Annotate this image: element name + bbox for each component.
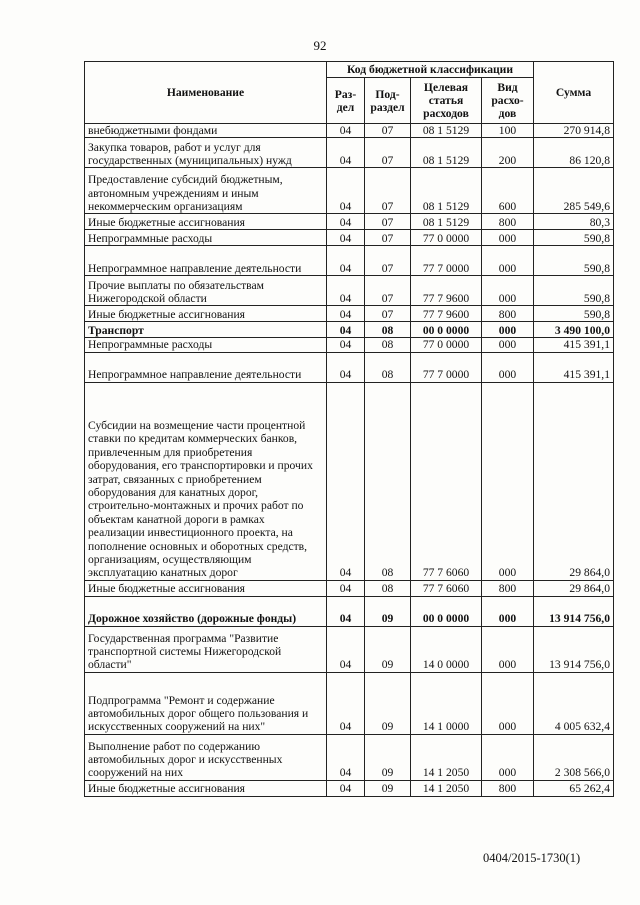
header-podrazdel: Под- раздел [365, 78, 411, 124]
row-target-article: 00 0 0000 [411, 596, 482, 626]
row-podrazdel: 09 [365, 672, 411, 734]
row-podrazdel: 08 [365, 352, 411, 382]
row-razdel: 04 [327, 580, 365, 596]
table-row [85, 276, 614, 306]
table-row [85, 214, 614, 230]
row-podrazdel: 08 [365, 580, 411, 596]
row-razdel: 04 [327, 352, 365, 382]
row-target-article: 08 1 5129 [411, 168, 482, 214]
row-expense-type: 600 [482, 168, 534, 214]
row-target-article: 14 0 0000 [411, 626, 482, 672]
row-name: Иные бюджетные ассигнования [85, 214, 327, 230]
row-expense-type: 000 [482, 672, 534, 734]
row-target-article: 14 1 2050 [411, 780, 482, 796]
row-target-article: 77 7 6060 [411, 382, 482, 580]
row-expense-type: 800 [482, 780, 534, 796]
row-name: Иные бюджетные ассигнования [85, 580, 327, 596]
row-expense-type: 100 [482, 124, 534, 138]
row-podrazdel: 07 [365, 306, 411, 322]
row-expense-type: 000 [482, 338, 534, 352]
row-sum: 86 120,8 [534, 138, 614, 168]
row-expense-type: 200 [482, 138, 534, 168]
row-sum: 4 005 632,4 [534, 672, 614, 734]
row-target-article: 14 1 0000 [411, 672, 482, 734]
row-target-article: 77 7 0000 [411, 352, 482, 382]
row-name: Предоставление субсидий бюджетным, автономным учреждениям и иным некоммерческим организациям [85, 168, 327, 214]
row-podrazdel: 09 [365, 780, 411, 796]
table-row [85, 322, 614, 338]
row-sum: 65 262,4 [534, 780, 614, 796]
row-sum: 270 914,8 [534, 124, 614, 138]
row-expense-type: 000 [482, 626, 534, 672]
row-expense-type: 000 [482, 230, 534, 246]
table-row [85, 734, 614, 780]
row-expense-type: 000 [482, 276, 534, 306]
row-sum: 590,8 [534, 230, 614, 246]
row-razdel: 04 [327, 246, 365, 276]
row-name: Субсидии на возмещение части процентной ставки по кредитам коммерческих банков, привлеченным для приобретения оборудования, его транспортировки и прочих затрат, связанных с приобретением оборудования для канатных дорог, строительно-монтажных и прочих работ по объектам канатной дороги в рамках реализации инвестиционного проекта, на пополнение основных и оборотных средств, организациям, осуществляющим эксплуатацию канатных дорог [85, 382, 327, 580]
row-razdel: 04 [327, 322, 365, 338]
row-sum: 590,8 [534, 246, 614, 276]
row-expense-type: 000 [482, 352, 534, 382]
row-name: Иные бюджетные ассигнования [85, 780, 327, 796]
row-podrazdel: 09 [365, 734, 411, 780]
table-row [85, 352, 614, 382]
row-target-article: 77 7 9600 [411, 306, 482, 322]
header-expense-type: Вид расхо- дов [482, 78, 534, 124]
row-name: Дорожное хозяйство (дорожные фонды) [85, 596, 327, 626]
table-row [85, 672, 614, 734]
row-razdel: 04 [327, 138, 365, 168]
row-razdel: 04 [327, 306, 365, 322]
row-target-article: 08 1 5129 [411, 214, 482, 230]
row-sum: 29 864,0 [534, 382, 614, 580]
row-sum: 80,3 [534, 214, 614, 230]
row-sum: 590,8 [534, 276, 614, 306]
row-razdel: 04 [327, 780, 365, 796]
row-podrazdel: 08 [365, 322, 411, 338]
row-podrazdel: 09 [365, 596, 411, 626]
row-name: Непрограммные расходы [85, 338, 327, 352]
row-target-article: 77 7 9600 [411, 276, 482, 306]
row-podrazdel: 07 [365, 246, 411, 276]
row-razdel: 04 [327, 338, 365, 352]
row-sum: 415 391,1 [534, 352, 614, 382]
row-expense-type: 000 [482, 382, 534, 580]
table-row [85, 246, 614, 276]
row-target-article: 00 0 0000 [411, 322, 482, 338]
row-expense-type: 000 [482, 596, 534, 626]
row-razdel: 04 [327, 734, 365, 780]
row-name: Транспорт [85, 322, 327, 338]
row-razdel: 04 [327, 168, 365, 214]
table-row [85, 138, 614, 168]
row-podrazdel: 07 [365, 138, 411, 168]
row-expense-type: 000 [482, 322, 534, 338]
row-sum: 3 490 100,0 [534, 322, 614, 338]
row-razdel: 04 [327, 124, 365, 138]
header-target-article: Целевая статья расходов [411, 78, 482, 124]
row-sum: 13 914 756,0 [534, 596, 614, 626]
row-podrazdel: 07 [365, 168, 411, 214]
row-razdel: 04 [327, 276, 365, 306]
row-name: Непрограммное направление деятельности [85, 246, 327, 276]
row-expense-type: 000 [482, 734, 534, 780]
row-name: Прочие выплаты по обязательствам Нижегородской области [85, 276, 327, 306]
row-expense-type: 800 [482, 306, 534, 322]
row-sum: 415 391,1 [534, 338, 614, 352]
table-row [85, 306, 614, 322]
row-sum: 13 914 756,0 [534, 626, 614, 672]
row-podrazdel: 07 [365, 124, 411, 138]
row-podrazdel: 07 [365, 276, 411, 306]
row-name: Иные бюджетные ассигнования [85, 306, 327, 322]
header-sum: Сумма [534, 62, 614, 124]
table-row [85, 780, 614, 796]
table-row [85, 382, 614, 580]
row-name: Подпрограмма "Ремонт и содержание автомобильных дорог общего пользования и искусственных сооружений на них" [85, 672, 327, 734]
page-number: 92 [313, 38, 327, 53]
header-classification: Код бюджетной классификации [327, 62, 534, 78]
row-podrazdel: 08 [365, 382, 411, 580]
row-sum: 2 308 566,0 [534, 734, 614, 780]
row-podrazdel: 08 [365, 338, 411, 352]
row-expense-type: 000 [482, 246, 534, 276]
table-row [85, 168, 614, 214]
header-name: Наименование [85, 62, 327, 124]
row-razdel: 04 [327, 382, 365, 580]
document-code: 0404/2015-1730(1) [483, 851, 581, 865]
row-target-article: 08 1 5129 [411, 138, 482, 168]
row-name: Закупка товаров, работ и услуг для государственных (муниципальных) нужд [85, 138, 327, 168]
row-razdel: 04 [327, 626, 365, 672]
row-expense-type: 800 [482, 214, 534, 230]
row-podrazdel: 09 [365, 626, 411, 672]
row-target-article: 08 1 5129 [411, 124, 482, 138]
table-row [85, 596, 614, 626]
row-expense-type: 800 [482, 580, 534, 596]
row-name: Непрограммное направление деятельности [85, 352, 327, 382]
row-razdel: 04 [327, 230, 365, 246]
row-name: внебюджетными фондами [85, 124, 327, 138]
row-name: Государственная программа "Развитие транспортной системы Нижегородской области" [85, 626, 327, 672]
row-target-article: 77 0 0000 [411, 338, 482, 352]
row-sum: 285 549,6 [534, 168, 614, 214]
row-target-article: 14 1 2050 [411, 734, 482, 780]
row-name: Непрограммные расходы [85, 230, 327, 246]
row-target-article: 77 0 0000 [411, 230, 482, 246]
row-podrazdel: 07 [365, 214, 411, 230]
row-target-article: 77 7 0000 [411, 246, 482, 276]
row-razdel: 04 [327, 596, 365, 626]
table-row [85, 626, 614, 672]
row-podrazdel: 07 [365, 230, 411, 246]
row-sum: 29 864,0 [534, 580, 614, 596]
budget-table [84, 61, 614, 797]
row-name: Выполнение работ по содержанию автомобильных дорог и искусственных сооружений на них [85, 734, 327, 780]
table-row [85, 338, 614, 352]
table-row [85, 124, 614, 138]
row-razdel: 04 [327, 672, 365, 734]
row-razdel: 04 [327, 214, 365, 230]
row-target-article: 77 7 6060 [411, 580, 482, 596]
header-razdel: Раз- дел [327, 78, 365, 124]
row-sum: 590,8 [534, 306, 614, 322]
table-row [85, 580, 614, 596]
table-row [85, 230, 614, 246]
